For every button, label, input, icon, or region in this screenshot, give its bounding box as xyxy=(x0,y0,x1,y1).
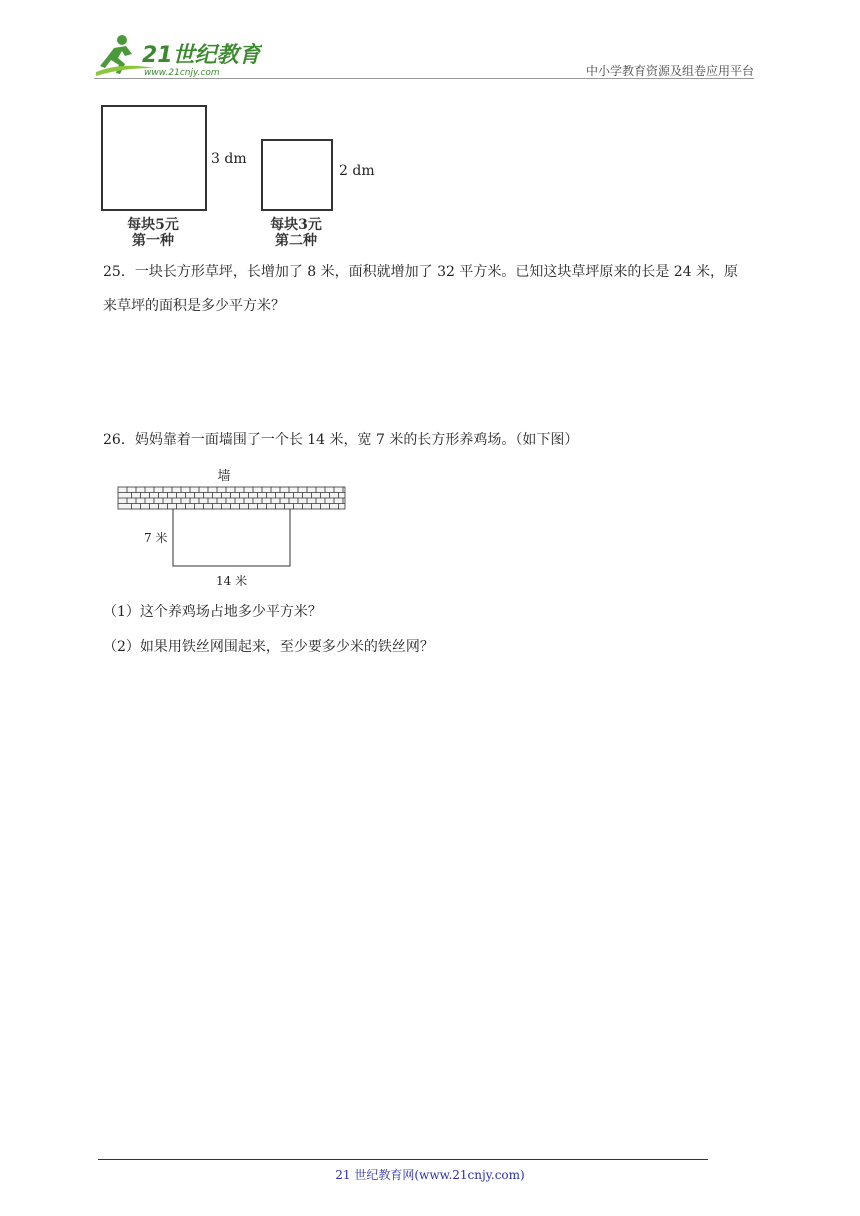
question-26: 26．妈妈靠着一面墙围了一个长 14 米，宽 7 米的长方形养鸡场。（如下图） xyxy=(103,432,579,448)
logo-text: 21世纪教育 xyxy=(142,43,261,68)
tile-first-caption xyxy=(113,217,193,249)
yard-length-label: 14 米 xyxy=(216,574,248,588)
header-divider xyxy=(94,78,754,79)
tile-second-price: 每块3元 xyxy=(270,217,322,233)
chicken-yard-figure xyxy=(110,462,360,592)
tile-second-name: 第二种 xyxy=(275,233,317,249)
question-25-line2: 来草坪的面积是多少平方米？ xyxy=(103,298,285,314)
question-26-sub2: （2）如果用铁丝网围起来，至少要多少米的铁丝网？ xyxy=(103,639,434,655)
brick-wall xyxy=(118,487,345,509)
tile-second-side-label: 2 dm xyxy=(339,163,375,179)
question-25-line1: 25．一块长方形草坪，长增加了 8 米，面积就增加了 32 平方米。已知这块草坪原来的长是 24 米，原 xyxy=(103,264,739,280)
tile-second-square xyxy=(261,139,333,211)
footer-divider xyxy=(98,1159,708,1160)
question-26-sub1: （1）这个养鸡场占地多少平方米？ xyxy=(103,604,322,620)
yard-outline xyxy=(173,509,290,566)
question-25 xyxy=(103,255,773,323)
logo-url-text: www.21cnjy.com xyxy=(144,68,220,78)
tile-second-caption xyxy=(256,217,336,249)
platform-name: 中小学教育资源及组卷应用平台 xyxy=(585,64,754,78)
wall-label: 墙 xyxy=(217,469,231,484)
site-logo xyxy=(92,32,262,78)
tile-first-square xyxy=(101,105,207,211)
tile-first-side-label: 3 dm xyxy=(211,151,247,167)
tile-first-name: 第一种 xyxy=(132,233,174,249)
yard-width-label: 7 米 xyxy=(144,531,168,545)
tile-first-price: 每块5元 xyxy=(127,217,179,233)
footer-site-text: 21 世纪教育网(www.21cnjy.com) xyxy=(335,1168,525,1182)
